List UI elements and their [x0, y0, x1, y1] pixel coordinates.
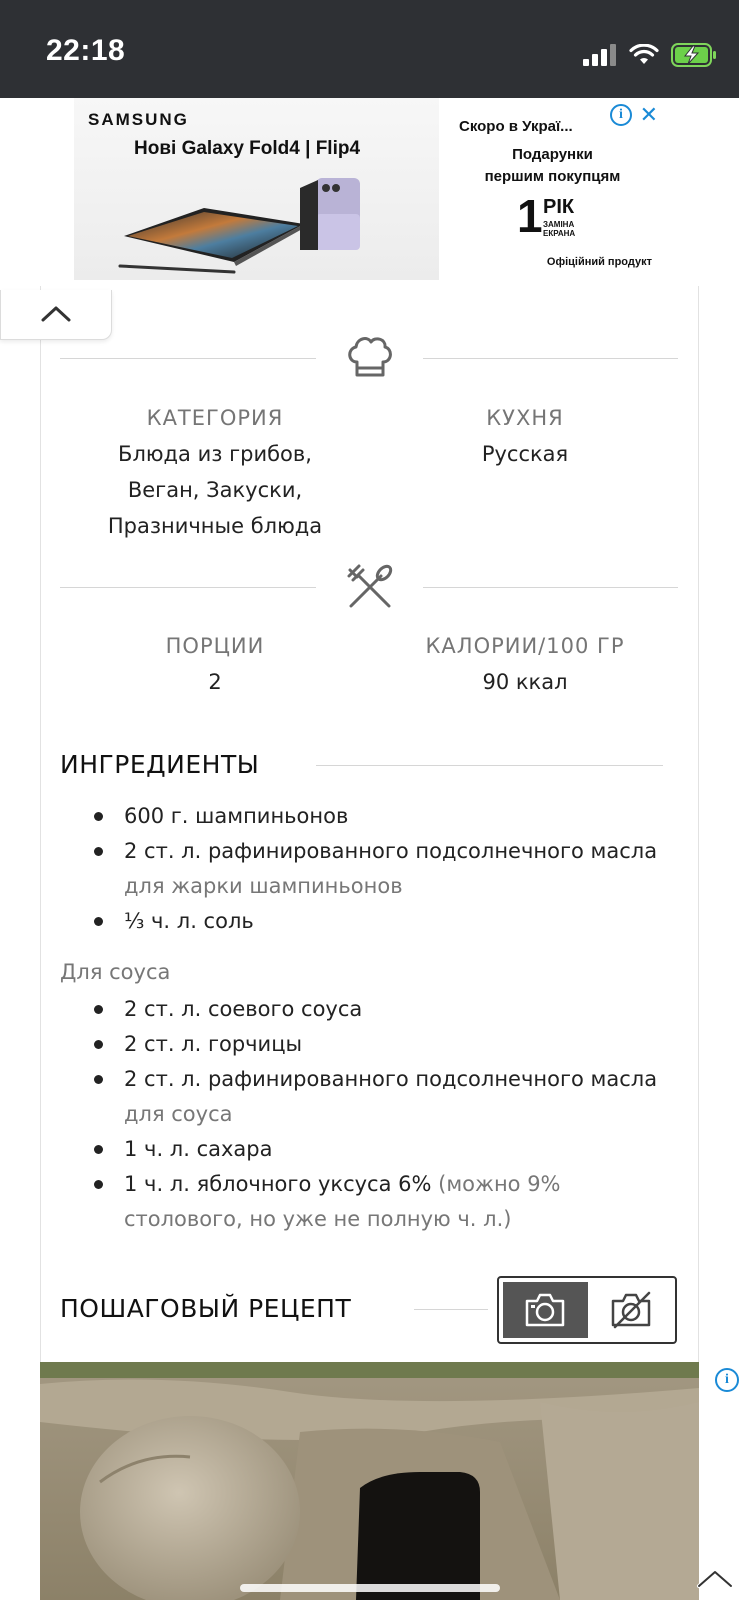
- category-link-holiday[interactable]: Празничные блюда: [107, 514, 323, 538]
- ad-photo[interactable]: [40, 1362, 699, 1600]
- ad-models: Нові Galaxy Fold4 | Flip4: [134, 138, 361, 159]
- calories-value: 90 ккал: [482, 670, 568, 694]
- list-item: [60, 834, 660, 904]
- calories-label: КАЛОРИИ/100 ГР: [425, 634, 625, 658]
- ingredient-note: (можно 9% столового, но уже не полную ч. л.): [124, 1172, 561, 1231]
- camera-icon: [523, 1291, 567, 1329]
- ad-banner[interactable]: [74, 98, 666, 280]
- ingredient-text: 600 г. шампиньонов: [124, 804, 349, 828]
- category-link-mushrooms[interactable]: Блюда из грибов,: [118, 442, 312, 466]
- ingredient-text: ⅓ ч. л. соль: [124, 909, 254, 933]
- ingredient-text: 2 ст. л. соевого соуса: [124, 997, 363, 1021]
- ingredients-heading: ИНГРЕДИЕНТЫ: [60, 750, 260, 779]
- chef-hat-icon: [344, 332, 396, 384]
- ad-official: Офіційний продукт: [546, 256, 652, 268]
- category-label: КАТЕГОРИЯ: [146, 406, 284, 430]
- ad-product-area[interactable]: [74, 98, 439, 280]
- ad-screen-replace: ЗАМІНА ЕКРАНА: [543, 220, 576, 238]
- ad-gifts-line-1: Подарунки: [512, 146, 593, 163]
- ingredient-text: 2 ст. л. рафинированного подсолнечного масла: [124, 839, 658, 863]
- home-indicator[interactable]: [240, 1584, 500, 1592]
- collapse-ad-button[interactable]: [0, 290, 112, 340]
- chevron-up-icon: [41, 304, 71, 322]
- ad-gifts-text: [439, 144, 666, 188]
- ad-gifts-line-2: першим покупцям: [484, 168, 621, 185]
- cuisine-label: КУХНЯ: [486, 406, 564, 430]
- ingredient-text: 2 ст. л. рафинированного подсолнечного масла: [124, 1067, 658, 1091]
- ad-info-icon-small[interactable]: i: [715, 1368, 739, 1392]
- ingredients-heading-line: [316, 765, 663, 766]
- camera-off-icon: [609, 1291, 653, 1329]
- ingredient-text: 2 ст. л. горчицы: [124, 1032, 303, 1056]
- ad-rik: РІК: [543, 196, 575, 218]
- ad-brand: SAMSUNG: [88, 110, 189, 129]
- ingredients-list-main: [60, 799, 660, 939]
- list-item: [60, 1027, 660, 1062]
- photo-toggle[interactable]: [497, 1276, 677, 1344]
- recipe-heading: ПОШАГОВЫЙ РЕЦЕПТ: [60, 1294, 352, 1323]
- list-item: [60, 992, 660, 1027]
- divider-right-2: [423, 587, 678, 588]
- cuisine-value[interactable]: Русская: [481, 442, 569, 466]
- ad-coming-text: Скоро в Украї...: [459, 118, 573, 135]
- hide-photos-button[interactable]: [588, 1278, 675, 1342]
- sauce-group-label: Для соуса: [60, 960, 171, 984]
- wifi-icon: [629, 44, 659, 66]
- show-photos-button[interactable]: [503, 1282, 587, 1338]
- list-item: [60, 1062, 660, 1132]
- ad-big-number: 1: [517, 190, 543, 242]
- category-value: [60, 436, 370, 544]
- phones-image: [114, 166, 414, 278]
- ingredients-list-sauce: [60, 992, 660, 1237]
- list-item: [60, 1132, 660, 1167]
- status-bar: [0, 0, 739, 98]
- stone-tomb-image: [40, 1362, 699, 1600]
- list-item: [60, 799, 660, 834]
- ad-info-icon[interactable]: i: [610, 104, 632, 126]
- scroll-up-icon[interactable]: [695, 1566, 735, 1590]
- recipe-heading-line: [414, 1309, 488, 1310]
- list-item: [60, 1167, 660, 1237]
- status-time: 22:18: [46, 34, 126, 67]
- battery-charging-icon: [671, 43, 717, 67]
- ingredient-note: для жарки шампиньонов: [124, 874, 403, 898]
- ingredient-text: 1 ч. л. сахара: [124, 1137, 273, 1161]
- status-icons: [583, 40, 717, 70]
- divider-left-2: [60, 587, 316, 588]
- fork-knife-icon: [345, 562, 395, 612]
- ingredient-note: для соуса: [124, 1102, 233, 1126]
- ad-close-icon[interactable]: ✕: [639, 102, 658, 127]
- cellular-signal-icon: [583, 44, 617, 66]
- ad-offer-area[interactable]: [439, 98, 666, 280]
- list-item: [60, 904, 660, 939]
- divider-right-1: [423, 358, 678, 359]
- divider-left-1: [60, 358, 316, 359]
- servings-label: ПОРЦИИ: [165, 634, 265, 658]
- ingredient-text: 1 ч. л. яблочного уксуса 6%: [124, 1172, 432, 1196]
- category-link-vegan-snacks[interactable]: Веган, Закуски,: [127, 478, 303, 502]
- servings-value: 2: [208, 670, 222, 694]
